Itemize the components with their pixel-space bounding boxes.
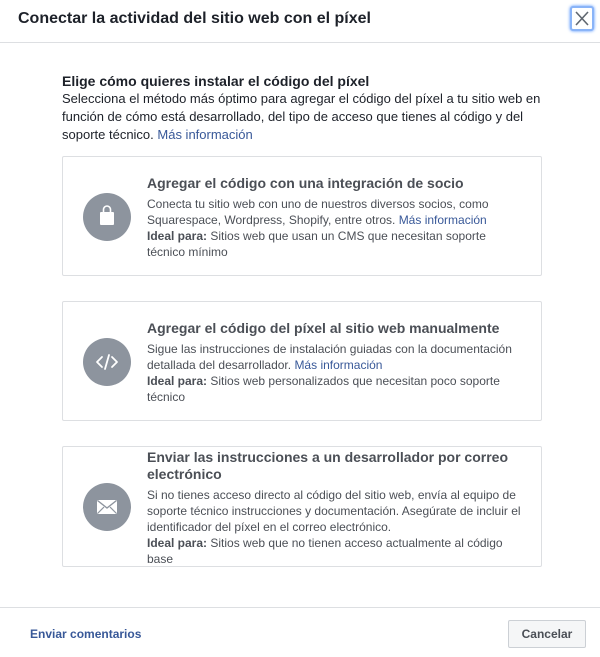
intro-section	[62, 72, 542, 144]
intro-heading: Elige cómo quieres instalar el código del píxel	[62, 73, 370, 89]
ideal-for-text: Sitios web que no tienen acceso actualmente al código base	[147, 536, 503, 566]
ideal-for-label: Ideal para:	[147, 536, 208, 550]
dialog-title: Conectar la actividad del sitio web con el píxel	[18, 10, 371, 27]
option-body	[147, 320, 527, 405]
option-body	[147, 449, 527, 567]
envelope-icon	[83, 483, 131, 531]
option-manual-install[interactable]	[62, 301, 542, 421]
option-icon-circle	[83, 338, 131, 386]
option-icon-circle	[83, 483, 131, 531]
option-more-info-link[interactable]: Más información	[294, 358, 383, 372]
close-button[interactable]	[570, 6, 594, 31]
close-icon	[575, 11, 589, 26]
intro-more-info-link[interactable]: Más información	[157, 127, 253, 142]
cancel-button[interactable]: Cancelar	[508, 620, 586, 648]
option-email-developer[interactable]	[62, 446, 542, 567]
option-ideal-for	[147, 535, 527, 567]
dialog-footer	[0, 607, 600, 657]
option-ideal-for	[147, 228, 527, 260]
intro-description: Selecciona el método más óptimo para agregar el código del píxel a tu sitio web en función de cómo está desarrollado, del tipo de acceso que tienes al código y del soporte técnico.	[62, 91, 541, 142]
option-title: Enviar las instrucciones a un desarrollador por correo electrónico	[147, 449, 509, 482]
option-description-text: Si no tienes acceso directo al código del sitio web, envía al equipo de soporte técnico instrucciones y documentación. Asegúrate de incluir el identificador del píxel en el correo electrónico.	[147, 488, 521, 534]
ideal-for-text: Sitios web que usan un CMS que necesitan soporte técnico mínimo	[147, 229, 486, 259]
option-description-text: Sigue las instrucciones de instalación guiadas con la documentación detallada del desarrollador.	[147, 342, 512, 372]
option-description	[147, 341, 527, 373]
intro-text	[62, 90, 542, 144]
option-ideal-for	[147, 373, 527, 405]
dialog-header	[0, 0, 600, 43]
code-icon	[83, 338, 131, 386]
option-description	[147, 196, 527, 228]
option-body	[147, 175, 527, 260]
option-description-text: Conecta tu sitio web con uno de nuestros diversos socios, como Squarespace, Wordpress, Shopify, entre otros.	[147, 197, 489, 227]
option-more-info-link[interactable]: Más información	[398, 213, 487, 227]
ideal-for-label: Ideal para:	[147, 374, 208, 388]
ideal-for-text: Sitios web personalizados que necesitan poco soporte técnico	[147, 374, 500, 404]
option-title: Agregar el código del píxel al sitio web manualmente	[147, 320, 500, 336]
shopping-bag-icon	[83, 193, 131, 241]
option-partner-integration[interactable]	[62, 156, 542, 276]
ideal-for-label: Ideal para:	[147, 229, 208, 243]
send-feedback-link[interactable]: Enviar comentarios	[30, 627, 142, 641]
option-title: Agregar el código con una integración de socio	[147, 175, 464, 191]
option-icon-circle	[83, 193, 131, 241]
option-description	[147, 487, 527, 535]
